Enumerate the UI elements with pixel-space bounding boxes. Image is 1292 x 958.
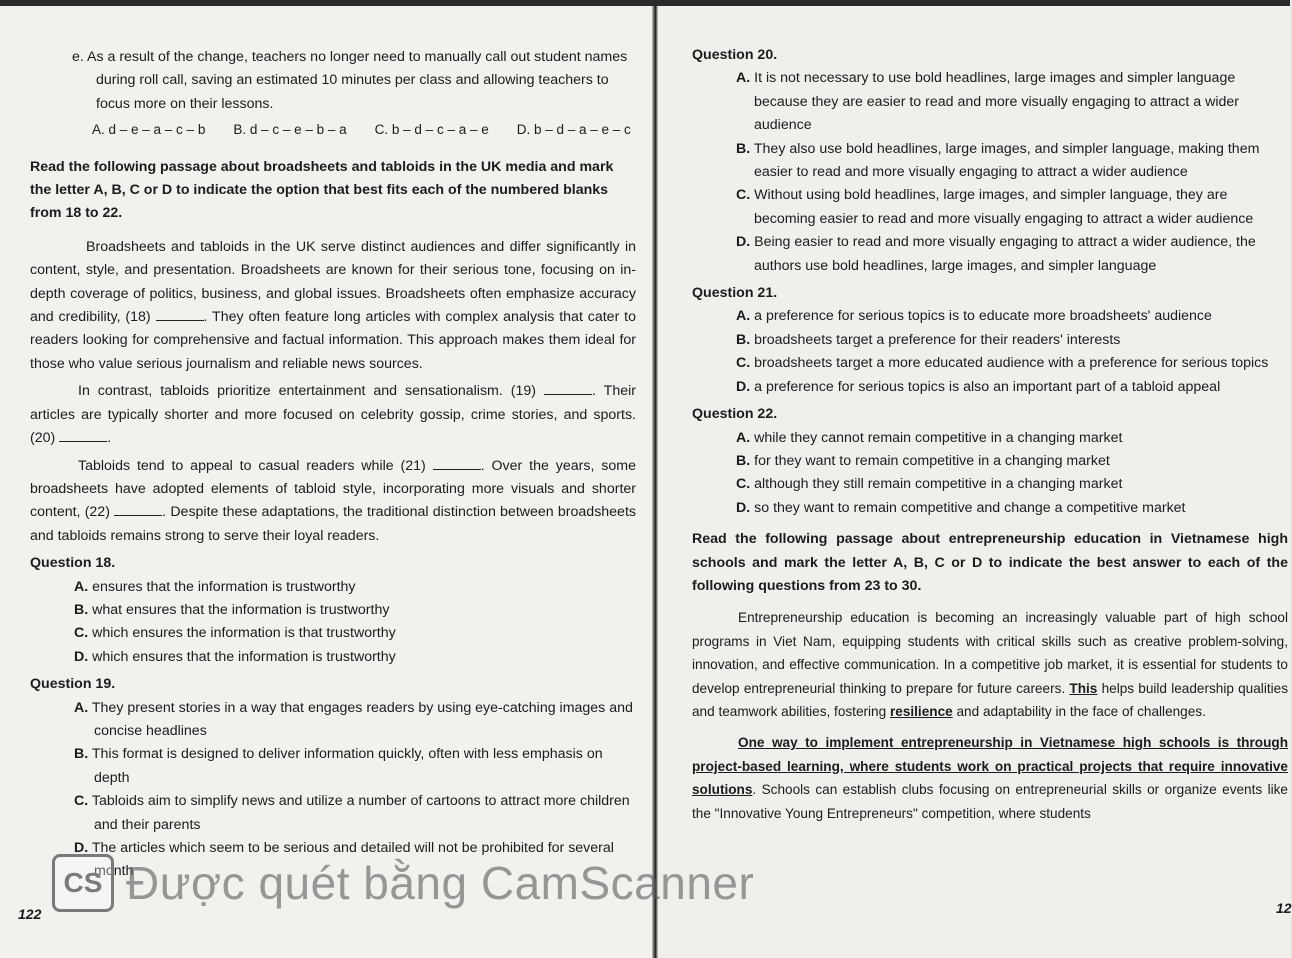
para2-part-c: . bbox=[107, 430, 112, 447]
underlined-project-based-sentence: One way to implement entrepreneurship in Vietnamese high schools is through project-based learning, where students work on practical projects that require innovative solutions bbox=[692, 735, 1288, 798]
underlined-this: This bbox=[1069, 680, 1098, 696]
para2-part-a: In contrast, tabloids prioritize entertainment and sensationalism. (19) bbox=[78, 383, 537, 400]
right-column bbox=[692, 44, 1288, 825]
q20-option-a: A. It is not necessary to use bold headlines, large images and simpler language because they are easier to read and more visually engaging to attract a wider audience bbox=[736, 70, 1240, 134]
camscanner-logo-icon: CS bbox=[52, 854, 114, 912]
item-e-option-d: D. b – d – a – e – c bbox=[516, 122, 631, 138]
q18-option-b: B. what ensures that the information is trustworthy bbox=[74, 601, 390, 618]
passage-2-paragraph-2: One way to implement entrepreneurship in Vietnamese high schools is through project-based learning, where students work on practical projects that require innovative solutions. Schools can establish clubs focusing on entrepreneurial skills or organize events like the "Innovative Young Entrepreneurs" competition, where students bbox=[692, 735, 1288, 821]
para3-part-a: Tabloids tend to appeal to casual readers while (21) bbox=[78, 457, 426, 474]
question-22-title: Question 22. bbox=[692, 406, 778, 423]
q22-option-d: D. so they want to remain competitive and change a competitive market bbox=[736, 499, 1186, 516]
passage-instruction: Read the following passage about broadsheets and tabloids in the UK media and mark the letter A, B, C or D to indicate the option that best fits each of the numbered blanks from 18 to 22. bbox=[30, 158, 614, 222]
blank-21 bbox=[433, 457, 481, 470]
question-19-title: Question 19. bbox=[30, 676, 116, 693]
left-page-number: 122 bbox=[18, 906, 42, 922]
blank-20 bbox=[59, 429, 107, 442]
q19-option-a: A. They present stories in a way that engages readers by using eye-catching images and concise headlines bbox=[74, 699, 633, 739]
q19-option-b: B. This format is designed to deliver information quickly, often with less emphasis on depth bbox=[74, 746, 603, 786]
q19-option-c: C. Tabloids aim to simplify news and utilize a number of cartoons to attract more children and their parents bbox=[74, 793, 630, 833]
q22-option-a: A. while they cannot remain competitive in a changing market bbox=[736, 429, 1123, 446]
camscanner-watermark-text: Được quét bằng CamScanner bbox=[126, 857, 755, 909]
q21-option-a: A. a preference for serious topics is to educate more broadsheets' audience bbox=[736, 308, 1212, 325]
q22-option-c: C. although they still remain competitive in a changing market bbox=[736, 476, 1123, 493]
item-e-option-c: C. b – d – c – a – e bbox=[374, 122, 489, 138]
q21-option-c: C. broadsheets target a more educated audience with a preference for serious topics bbox=[736, 355, 1269, 372]
blank-18 bbox=[156, 308, 204, 321]
question-21-title: Question 21. bbox=[692, 285, 778, 302]
question-20-title: Question 20. bbox=[692, 47, 778, 63]
q18-option-a: A. ensures that the information is trustworthy bbox=[74, 578, 356, 595]
item-e-option-b: B. d – c – e – b – a bbox=[233, 122, 347, 138]
left-column bbox=[30, 46, 636, 884]
para3-part-c: . Despite these adaptations, the traditional distinction between broadsheets and tabloids remains strong to serve their loyal readers. bbox=[30, 504, 636, 544]
blank-19 bbox=[544, 382, 592, 395]
q21-option-d: D. a preference for serious topics is also an important part of a tabloid appeal bbox=[736, 378, 1221, 395]
q18-option-c: C. which ensures the information is that trustworthy bbox=[74, 625, 396, 642]
q20-option-c: C. Without using bold headlines, large images, and simpler language, they are becoming easier to read and more visually engaging to attract a wider audience bbox=[736, 187, 1254, 227]
passage-2-paragraph-1: Entrepreneurship education is becoming an increasingly valuable part of high school programs in Viet Nam, equipping students with critical skills such as creative problem-solving, innovation, and effective communication. In a competitive job market, it is essential for students to develop entrepreneurial thinking to prepare for future careers. This helps build leadership qualities and teamwork abilities, fostering resilience and adaptability in the face of challenges. bbox=[692, 610, 1288, 719]
q22-option-b: B. for they want to remain competitive in a changing market bbox=[736, 452, 1110, 469]
para2-part-b: . Their articles are typically shorter and more focused on celebrity gossip, crime stories, and sports. (20) bbox=[30, 383, 636, 447]
q21-option-b: B. broadsheets target a preference for their readers' interests bbox=[736, 331, 1121, 348]
passage-2-instruction: Read the following passage about entrepreneurship education in Vietnamese high schools and mark the letter A, B, C or D to indicate the best answer to each of the following questions from 23 to 30. bbox=[692, 531, 1288, 594]
item-e: e. As a result of the change, teachers no longer need to manually call out student names during roll call, saving an estimated 10 minutes per class and allowing teachers to focus more on their lessons. bbox=[72, 49, 628, 112]
right-page-number: 12 bbox=[1276, 900, 1292, 916]
q20-option-d: D. Being easier to read and more visually engaging to attract a wider audience, the authors use bold headlines, large images, and simpler language bbox=[736, 234, 1256, 274]
para1-part-b: . They often feature long articles with complex analysis that cater to readers looking for comprehensive and factual information. This approach makes them ideal for those who value serious journalism and reliable news sources. bbox=[30, 309, 636, 372]
passage-paragraph-3 bbox=[30, 455, 636, 549]
camscanner-watermark bbox=[52, 854, 754, 912]
para1-part-a: Broadsheets and tabloids in the UK serve distinct audiences and differ significantly in content, style, and presentation. Broadsheets are known for their serious tone, focusing on in-depth coverage of politics, business, and global issues. Broadsheets often emphasize accuracy and credibility, (18) bbox=[30, 238, 636, 326]
question-18-title: Question 18. bbox=[30, 555, 116, 572]
q20-option-b: B. They also use bold headlines, large images, and simpler language, making them easier to read and more visually engaging to attract a wider audience bbox=[736, 140, 1260, 181]
blank-22 bbox=[114, 503, 162, 516]
underlined-resilience: resilience bbox=[889, 703, 953, 719]
passage-paragraph-1 bbox=[30, 236, 636, 376]
passage-paragraph-2 bbox=[30, 380, 636, 450]
q18-option-d: D. which ensures that the information is trustworthy bbox=[74, 648, 396, 665]
item-e-option-a: A. d – e – a – c – b bbox=[92, 122, 206, 138]
item-e-options bbox=[30, 118, 636, 141]
para3-part-b: . Over the years, some broadsheets have adopted elements of tabloid style, incorporating more visuals and shorter content, (22) bbox=[30, 457, 636, 521]
q19-option-d: D. The articles which seem to be serious and detailed will not be prohibited for several month bbox=[74, 840, 614, 880]
